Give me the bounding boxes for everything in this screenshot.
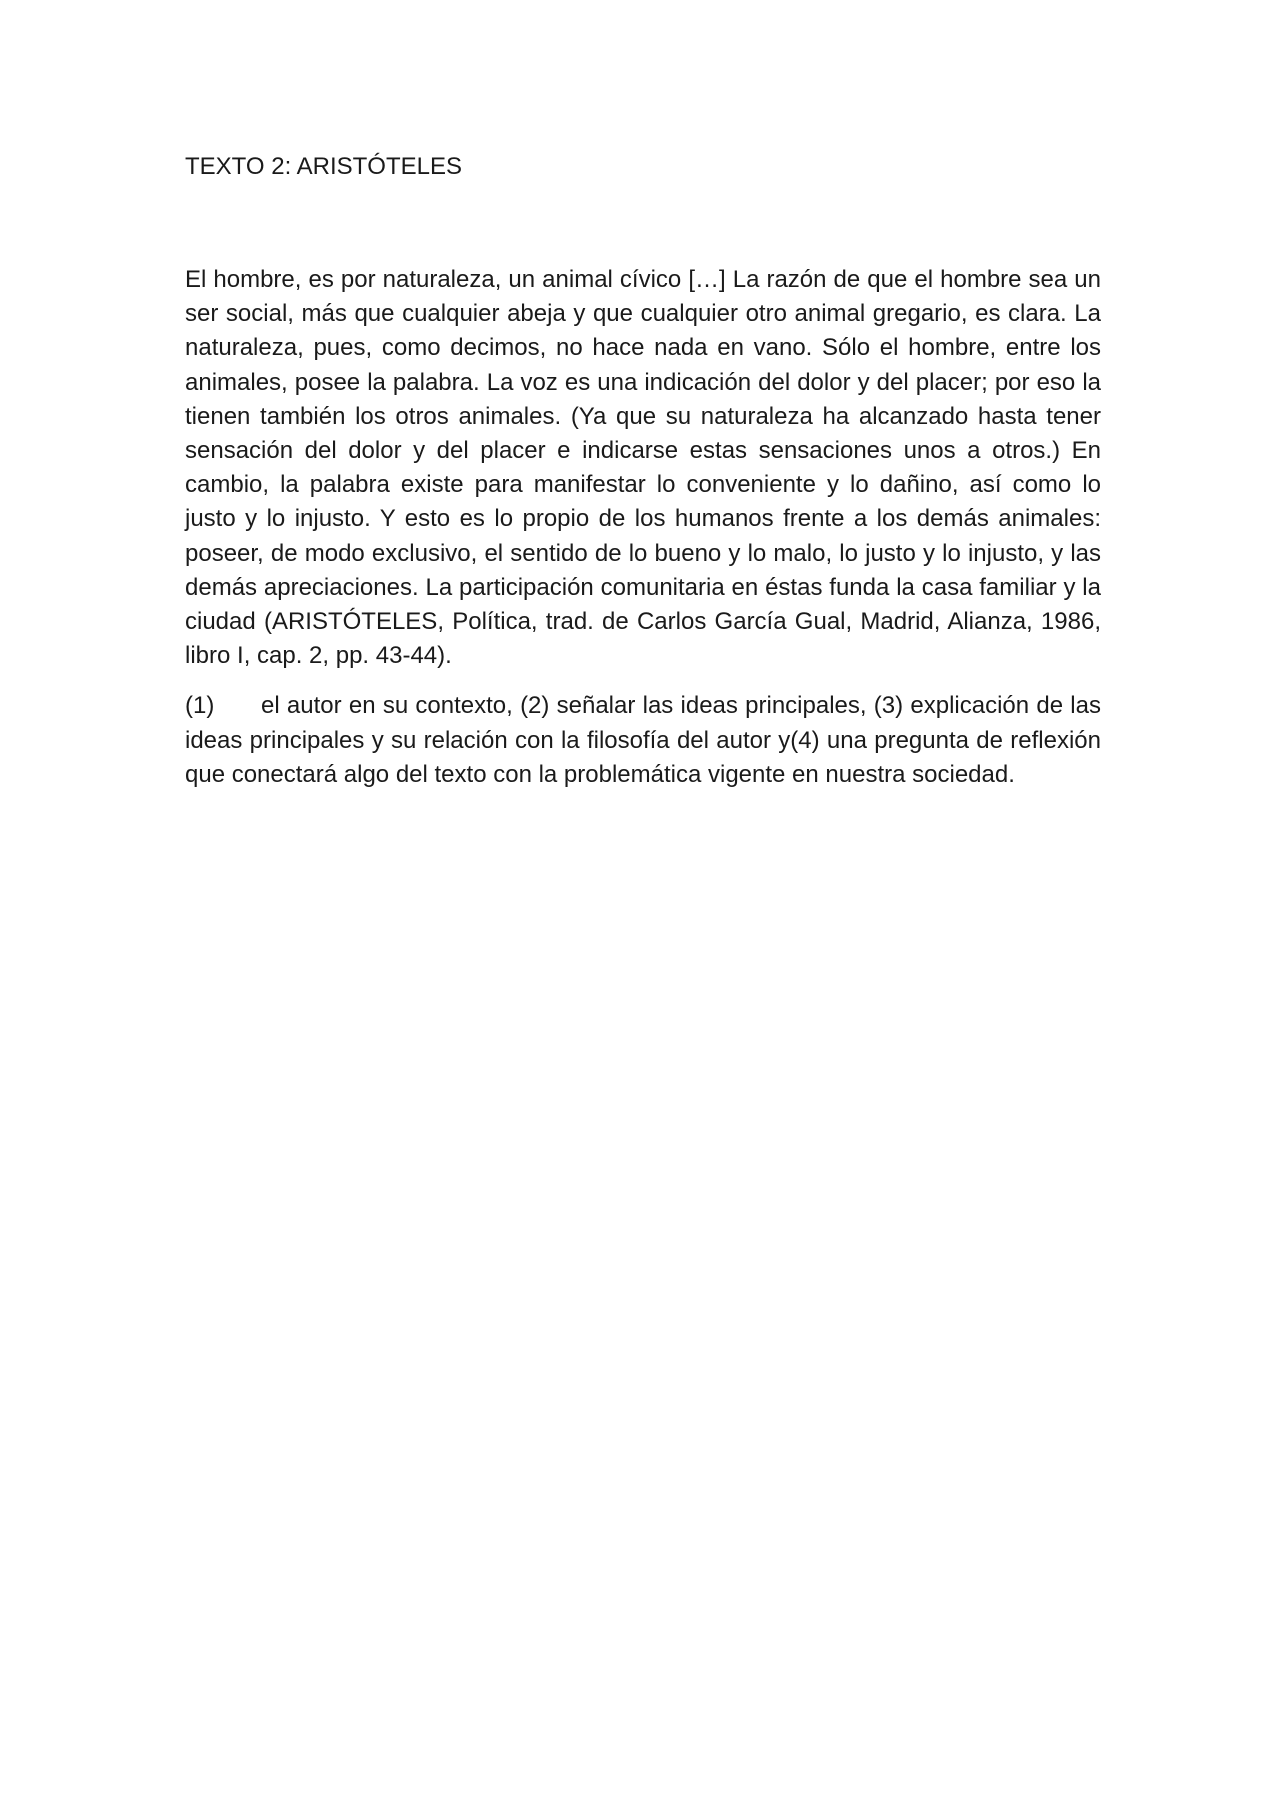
- instructions-paragraph: [185, 689, 1101, 792]
- instructions-item-number: (1): [185, 692, 215, 720]
- quote-paragraph: El hombre, es por naturaleza, un animal cívico […] La razón de que el hombre sea un ser social, más que cualquier abeja y que cualquier otro animal gregario, es clara. La naturaleza, pues, como decimos, no hace nada en vano. Sólo el hombre, entre los animales, posee la palabra. La voz es una indicación del dolor y del placer; por eso la tienen también los otros animales. (Ya que su naturaleza ha alcanzado hasta tener sensación del dolor y del placer e indicarse estas sensaciones unos a otros.) En cambio, la palabra existe para manifestar lo conveniente y lo dañino, así como lo justo y lo injusto. Y esto es lo propio de los humanos frente a los demás animales: poseer, de modo exclusivo, el sentido de lo bueno y lo malo, lo justo y lo injusto, y las demás apreciaciones. La participación comunitaria en éstas funda la casa familiar y la ciudad (ARISTÓTELES, Política, trad. de Carlos García Gual, Madrid, Alianza, 1986, libro I, cap. 2, pp. 43-44).: [185, 266, 1101, 670]
- document-body: [185, 263, 1101, 792]
- instructions-text: el autor en su contexto, (2) señalar las ideas principales, (3) explicación de las ideas principales y su relación con la filosofía del autor y(4) una pregunta de reflexión que conectará algo del texto con la problemática vigente en nuestra sociedad.: [185, 692, 1101, 788]
- document-title: TEXTO 2: ARISTÓTELES: [185, 153, 462, 180]
